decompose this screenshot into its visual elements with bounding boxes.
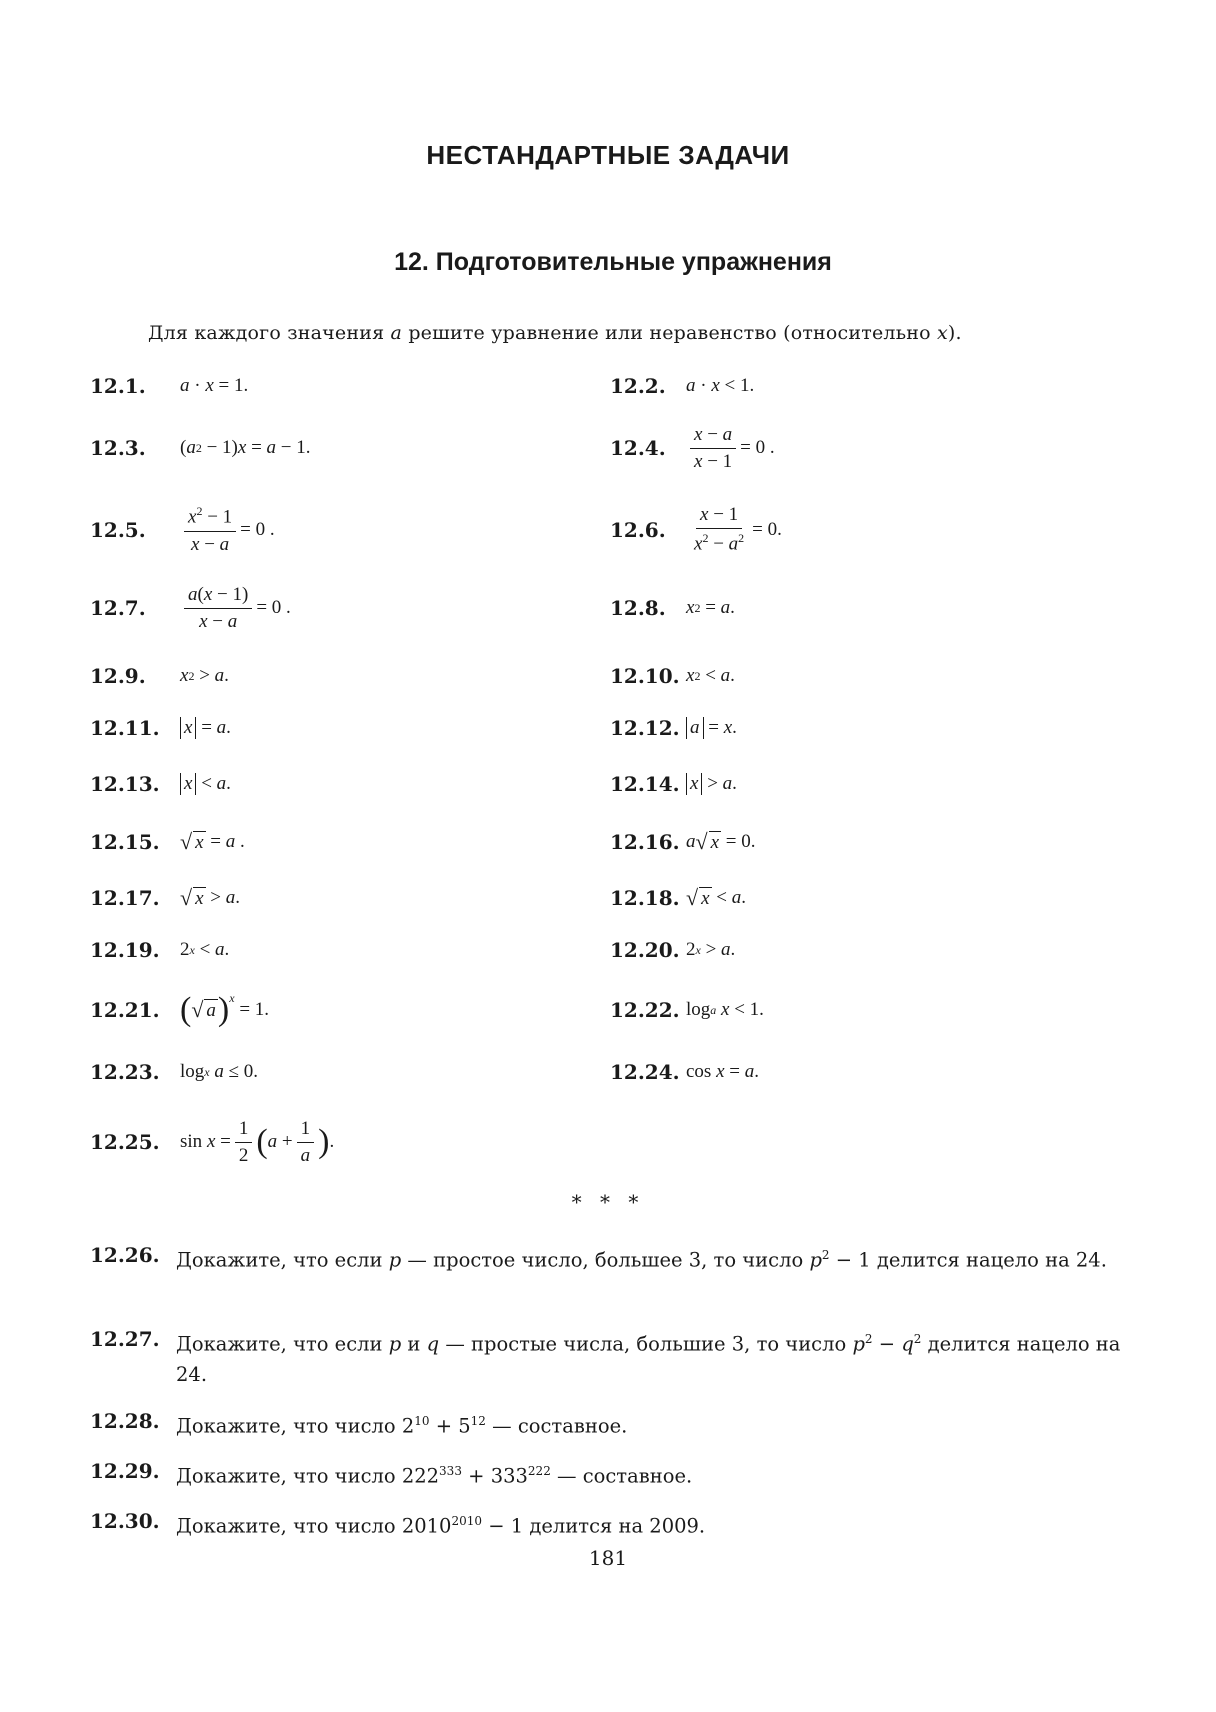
exercise-12-14: 12.14. x > a . bbox=[610, 772, 737, 796]
formula: x = a . bbox=[180, 717, 231, 739]
exercise-12-10: 12.10. x 2 < a . bbox=[610, 664, 735, 688]
exercise-12-16: 12.16. a √ x = 0. bbox=[610, 829, 756, 854]
exercise-12-12: 12.12. a = x . bbox=[610, 716, 737, 740]
chapter-heading: НЕСТАНДАРТНЫЕ ЗАДАЧИ bbox=[426, 140, 790, 170]
exercise-12-29: 12.29. Докажите, что число $222^{333} + 333^{222}$ — составное. bbox=[90, 1459, 693, 1488]
exercise-12-18: 12.18. √ x < a . bbox=[610, 885, 746, 910]
formula: log a x < 1. bbox=[686, 999, 764, 1020]
formula: 2 x > a . bbox=[686, 939, 736, 960]
formula: x > a . bbox=[686, 773, 737, 795]
formula: x 2 < a . bbox=[686, 665, 735, 686]
exercise-12-1: 12.1. a · x = 1. bbox=[90, 374, 249, 398]
formula: cos x = a . bbox=[686, 1061, 759, 1082]
exercise-12-2: 12.2. a · x < 1. bbox=[610, 374, 755, 398]
section-title: 12. Подготовительные упражнения bbox=[394, 248, 832, 276]
formula: ( √ a ) $^x$ = 1. bbox=[180, 991, 270, 1028]
formula: $\frac{x - a}{x - 1}$ = 0 . bbox=[686, 424, 775, 473]
exercise-12-11: 12.11. x = a . bbox=[90, 716, 231, 740]
formula: x < a . bbox=[180, 773, 231, 795]
exercise-12-13: 12.13. x < a . bbox=[90, 772, 231, 796]
exercise-12-25: 12.25. sin x = $\frac{1}{2}$ ( a + $\frac{1}{a}$ ) . bbox=[90, 1117, 335, 1166]
formula: x 2 > a . bbox=[180, 665, 229, 686]
exercise-12-28: 12.28. Докажите, что число $2^{10} + 5^{12}$ — составное. bbox=[90, 1409, 628, 1438]
formula: 2 x < a . bbox=[180, 939, 230, 960]
separator-stars: * * * bbox=[571, 1190, 645, 1214]
formula: sin x = $\frac{1}{2}$ ( a + $\frac{1}{a}$ ) . bbox=[180, 1117, 335, 1166]
formula: a = x . bbox=[686, 717, 737, 739]
formula: a · x < 1. bbox=[686, 375, 755, 396]
page-number: 181 bbox=[588, 1546, 628, 1570]
exercise-12-7: 12.7. $\frac{a(x - 1)}{x - a}$ = 0 . bbox=[90, 583, 291, 632]
exercise-12-27: 12.27. Докажите, что если p и q — простые числа, большие 3, то число $p^2 - q^2$ делится нацело на 24. bbox=[90, 1327, 1121, 1386]
exercise-12-3: 12.3. ( a 2 − 1) x = a − 1. bbox=[90, 436, 311, 460]
formula: ( a 2 − 1) x = a − 1. bbox=[180, 437, 311, 458]
formula: a · x = 1. bbox=[180, 375, 249, 396]
formula: log x a ≤ 0. bbox=[180, 1061, 259, 1082]
formula: √ x > a . bbox=[180, 885, 240, 910]
exercise-12-19: 12.19. 2 x < a . bbox=[90, 938, 230, 962]
formula: x 2 = a . bbox=[686, 597, 735, 618]
formula: √ x < a . bbox=[686, 885, 746, 910]
exercise-12-30: 12.30. Докажите, что число $2010^{2010} - 1$ делится на 2009. bbox=[90, 1509, 706, 1538]
exercise-12-22: 12.22. log a x < 1. bbox=[610, 998, 764, 1022]
formula: √ x = a . bbox=[180, 829, 245, 854]
formula: $\frac{x^2 - 1}{x - a}$ = 0 . bbox=[180, 504, 275, 555]
formula: $\frac{x - 1}{x^2 - a^2}$ = 0. bbox=[694, 504, 782, 555]
exercise-12-17: 12.17. √ x > a . bbox=[90, 885, 240, 910]
formula: a √ x = 0. bbox=[686, 829, 756, 854]
exercise-12-5: 12.5. $\frac{x^2 - 1}{x - a}$ = 0 . bbox=[90, 504, 275, 555]
exercise-12-24: 12.24. cos x = a . bbox=[610, 1060, 759, 1084]
exercise-12-26: 12.26. Докажите, что если p — простое число, большее 3, то число $p^2 - 1$ делится нацело на 24. bbox=[90, 1243, 1107, 1272]
exercise-12-15: 12.15. √ x = a . bbox=[90, 829, 245, 854]
exercise-12-21: 12.21. ( √ a ) $^x$ = 1. bbox=[90, 991, 270, 1028]
exercise-12-9: 12.9. x 2 > a . bbox=[90, 664, 229, 688]
exercise-12-6: 12.6. $\frac{x - 1}{x^2 - a^2}$ = 0. bbox=[610, 504, 782, 555]
exercise-12-8: 12.8. x 2 = a . bbox=[610, 596, 735, 620]
exercise-12-4: 12.4. $\frac{x - a}{x - 1}$ = 0 . bbox=[610, 423, 775, 472]
instructions: Для каждого значения a решите уравнение или неравенство (относительно x). bbox=[148, 322, 962, 344]
exercise-12-20: 12.20. 2 x > a . bbox=[610, 938, 736, 962]
exercise-12-23: 12.23. log x a ≤ 0. bbox=[90, 1060, 259, 1084]
formula: $\frac{a(x - 1)}{x - a}$ = 0 . bbox=[180, 584, 291, 633]
